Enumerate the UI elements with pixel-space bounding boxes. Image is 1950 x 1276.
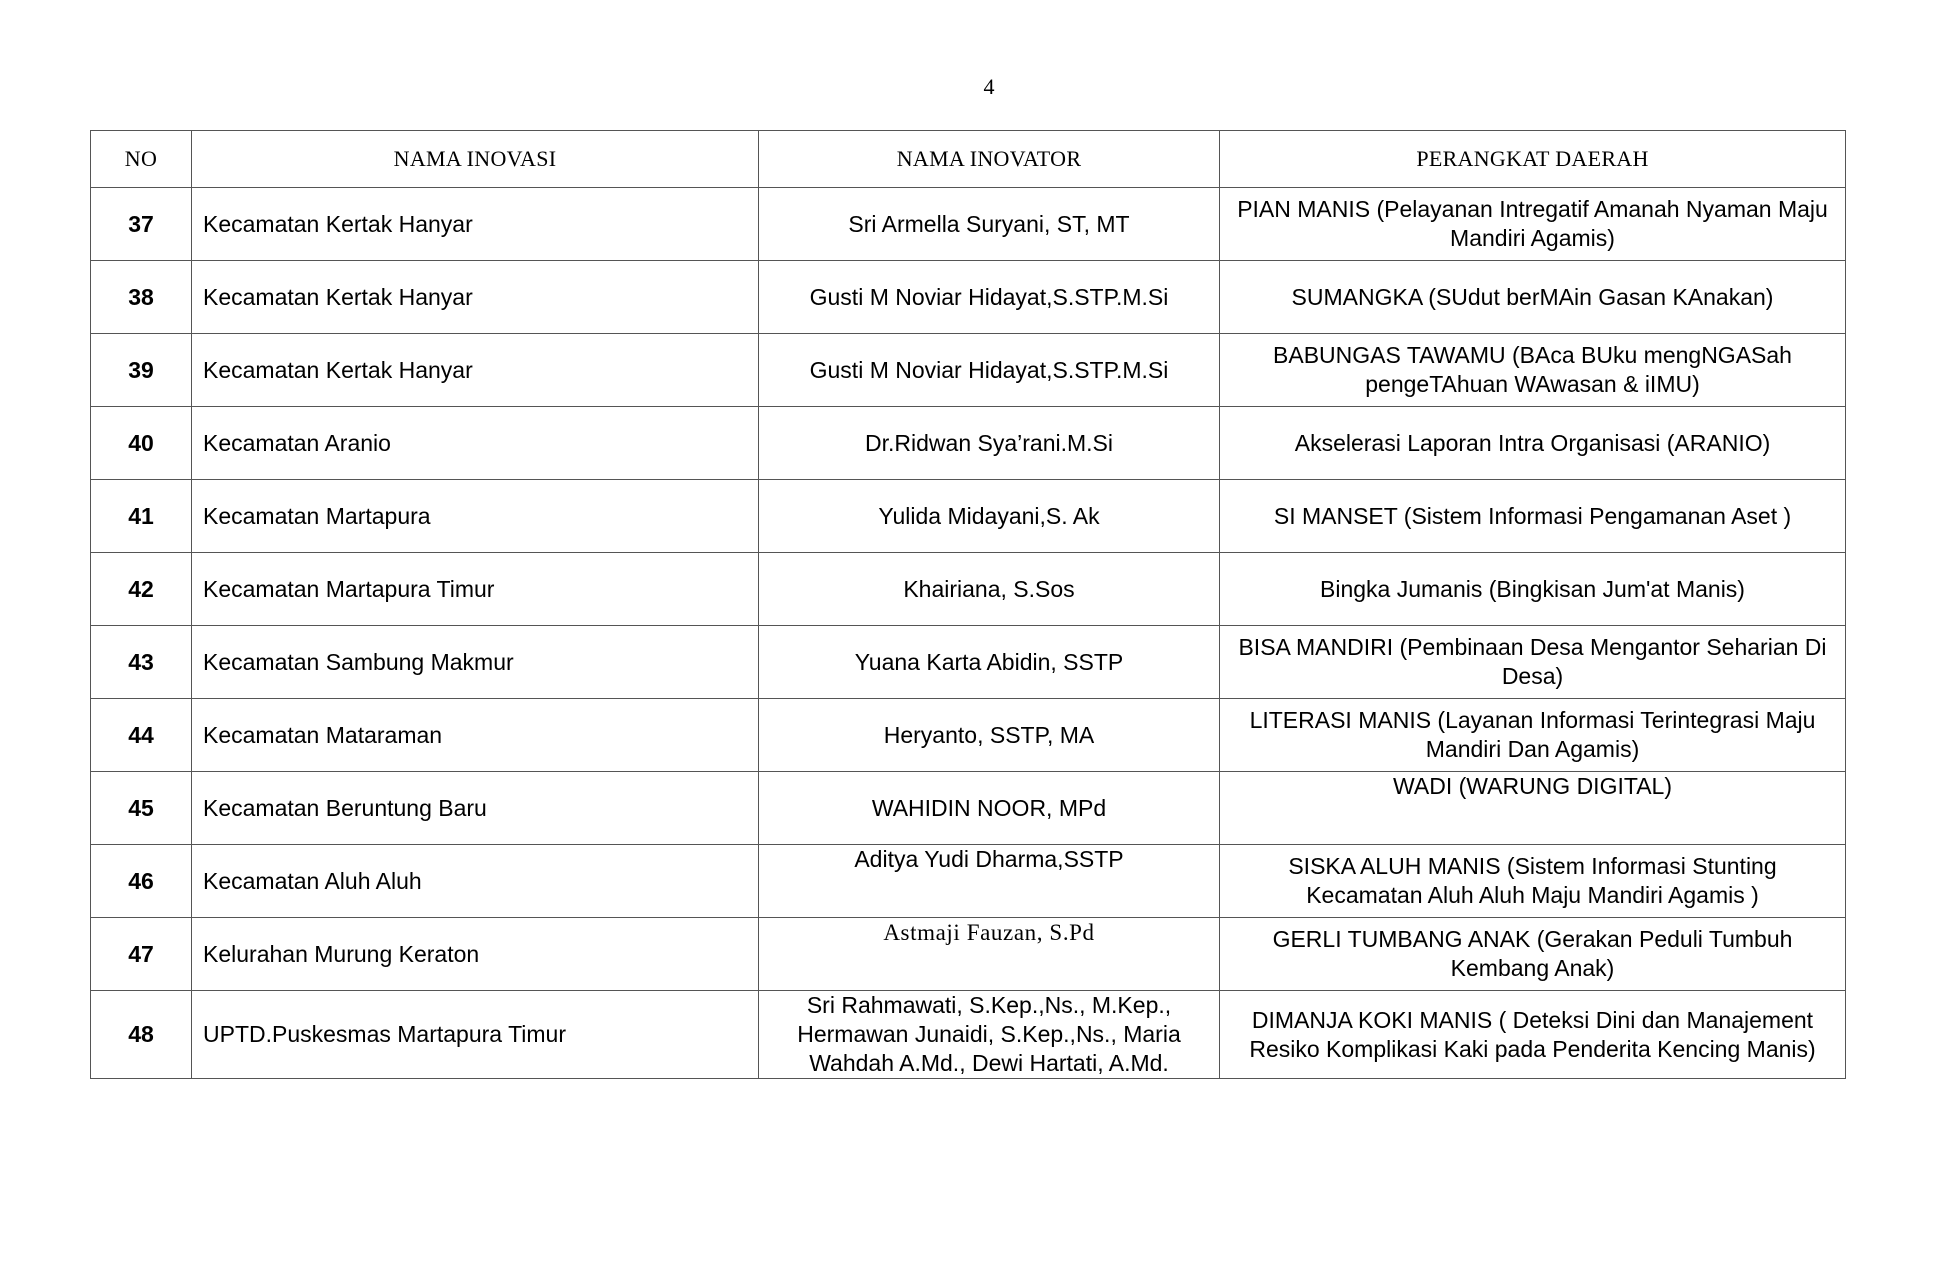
cell-nama-inovator: Gusti M Noviar Hidayat,S.STP.M.Si xyxy=(759,334,1220,407)
cell-nama-inovasi: UPTD.Puskesmas Martapura Timur xyxy=(192,991,759,1079)
cell-nama-inovator: Sri Rahmawati, S.Kep.,Ns., M.Kep., Hermawan Junaidi, S.Kep.,Ns., Maria Wahdah A.Md., Dewi Hartati, A.Md. xyxy=(759,991,1220,1079)
cell-perangkat-daerah: BISA MANDIRI (Pembinaan Desa Mengantor Seharian Di Desa) xyxy=(1220,626,1846,699)
cell-nama-inovasi: Kecamatan Aranio xyxy=(192,407,759,480)
cell-no: 42 xyxy=(91,553,192,626)
cell-no: 48 xyxy=(91,991,192,1079)
cell-nama-inovasi: Kecamatan Aluh Aluh xyxy=(192,845,759,918)
cell-no: 44 xyxy=(91,699,192,772)
cell-nama-inovator: Dr.Ridwan Sya’rani.M.Si xyxy=(759,407,1220,480)
cell-perangkat-daerah: DIMANJA KOKI MANIS ( Deteksi Dini dan Manajement Resiko Komplikasi Kaki pada Penderita Kencing Manis) xyxy=(1220,991,1846,1079)
cell-perangkat-daerah: Bingka Jumanis (Bingkisan Jum'at Manis) xyxy=(1220,553,1846,626)
cell-no: 37 xyxy=(91,188,192,261)
table-header-row xyxy=(91,131,1846,188)
table-row xyxy=(91,261,1846,334)
table-row xyxy=(91,772,1846,845)
cell-nama-inovator: Yulida Midayani,S. Ak xyxy=(759,480,1220,553)
page-number: 4 xyxy=(983,74,995,99)
header-no: NO xyxy=(91,131,192,188)
cell-nama-inovasi: Kecamatan Kertak Hanyar xyxy=(192,188,759,261)
cell-perangkat-daerah: Akselerasi Laporan Intra Organisasi (ARANIO) xyxy=(1220,407,1846,480)
cell-nama-inovator: Sri Armella Suryani, ST, MT xyxy=(759,188,1220,261)
cell-no: 45 xyxy=(91,772,192,845)
cell-perangkat-daerah: BABUNGAS TAWAMU (BAca BUku mengNGASah pengeTAhuan WAwasan & iIMU) xyxy=(1220,334,1846,407)
cell-perangkat-daerah: LITERASI MANIS (Layanan Informasi Terintegrasi Maju Mandiri Dan Agamis) xyxy=(1220,699,1846,772)
cell-nama-inovasi: Kecamatan Beruntung Baru xyxy=(192,772,759,845)
cell-no: 40 xyxy=(91,407,192,480)
table-row xyxy=(91,553,1846,626)
cell-nama-inovator: Gusti M Noviar Hidayat,S.STP.M.Si xyxy=(759,261,1220,334)
table-row xyxy=(91,334,1846,407)
cell-nama-inovasi: Kelurahan Murung Keraton xyxy=(192,918,759,991)
cell-perangkat-daerah: SUMANGKA (SUdut berMAin Gasan KAnakan) xyxy=(1220,261,1846,334)
cell-nama-inovator: Khairiana, S.Sos xyxy=(759,553,1220,626)
cell-perangkat-daerah: SISKA ALUH MANIS (Sistem Informasi Stunting Kecamatan Aluh Aluh Maju Mandiri Agamis ) xyxy=(1220,845,1846,918)
cell-nama-inovasi: Kecamatan Mataraman xyxy=(192,699,759,772)
cell-nama-inovator: Yuana Karta Abidin, SSTP xyxy=(759,626,1220,699)
table-row xyxy=(91,845,1846,918)
cell-no: 43 xyxy=(91,626,192,699)
cell-no: 47 xyxy=(91,918,192,991)
header-nama-inovasi: NAMA INOVASI xyxy=(192,131,759,188)
innovation-table xyxy=(90,130,1846,1079)
cell-perangkat-daerah: GERLI TUMBANG ANAK (Gerakan Peduli Tumbuh Kembang Anak) xyxy=(1220,918,1846,991)
cell-nama-inovator: Astmaji Fauzan, S.Pd xyxy=(759,918,1220,991)
header-nama-inovator: NAMA INOVATOR xyxy=(759,131,1220,188)
cell-nama-inovasi: Kecamatan Sambung Makmur xyxy=(192,626,759,699)
cell-nama-inovator: WAHIDIN NOOR, MPd xyxy=(759,772,1220,845)
cell-nama-inovasi: Kecamatan Martapura xyxy=(192,480,759,553)
cell-nama-inovasi: Kecamatan Kertak Hanyar xyxy=(192,261,759,334)
cell-perangkat-daerah: WADI (WARUNG DIGITAL) xyxy=(1220,772,1846,845)
table-row xyxy=(91,480,1846,553)
cell-no: 39 xyxy=(91,334,192,407)
cell-no: 41 xyxy=(91,480,192,553)
table-row xyxy=(91,188,1846,261)
cell-nama-inovasi: Kecamatan Martapura Timur xyxy=(192,553,759,626)
table-row xyxy=(91,626,1846,699)
cell-nama-inovator: Heryanto, SSTP, MA xyxy=(759,699,1220,772)
cell-no: 38 xyxy=(91,261,192,334)
cell-nama-inovasi: Kecamatan Kertak Hanyar xyxy=(192,334,759,407)
cell-perangkat-daerah: PIAN MANIS (Pelayanan Intregatif Amanah Nyaman Maju Mandiri Agamis) xyxy=(1220,188,1846,261)
table-row xyxy=(91,991,1846,1079)
header-perangkat-daerah: PERANGKAT DAERAH xyxy=(1220,131,1846,188)
cell-nama-inovator: Aditya Yudi Dharma,SSTP xyxy=(759,845,1220,918)
table-row xyxy=(91,407,1846,480)
cell-perangkat-daerah: SI MANSET (Sistem Informasi Pengamanan Aset ) xyxy=(1220,480,1846,553)
cell-no: 46 xyxy=(91,845,192,918)
table-row xyxy=(91,918,1846,991)
table-row xyxy=(91,699,1846,772)
